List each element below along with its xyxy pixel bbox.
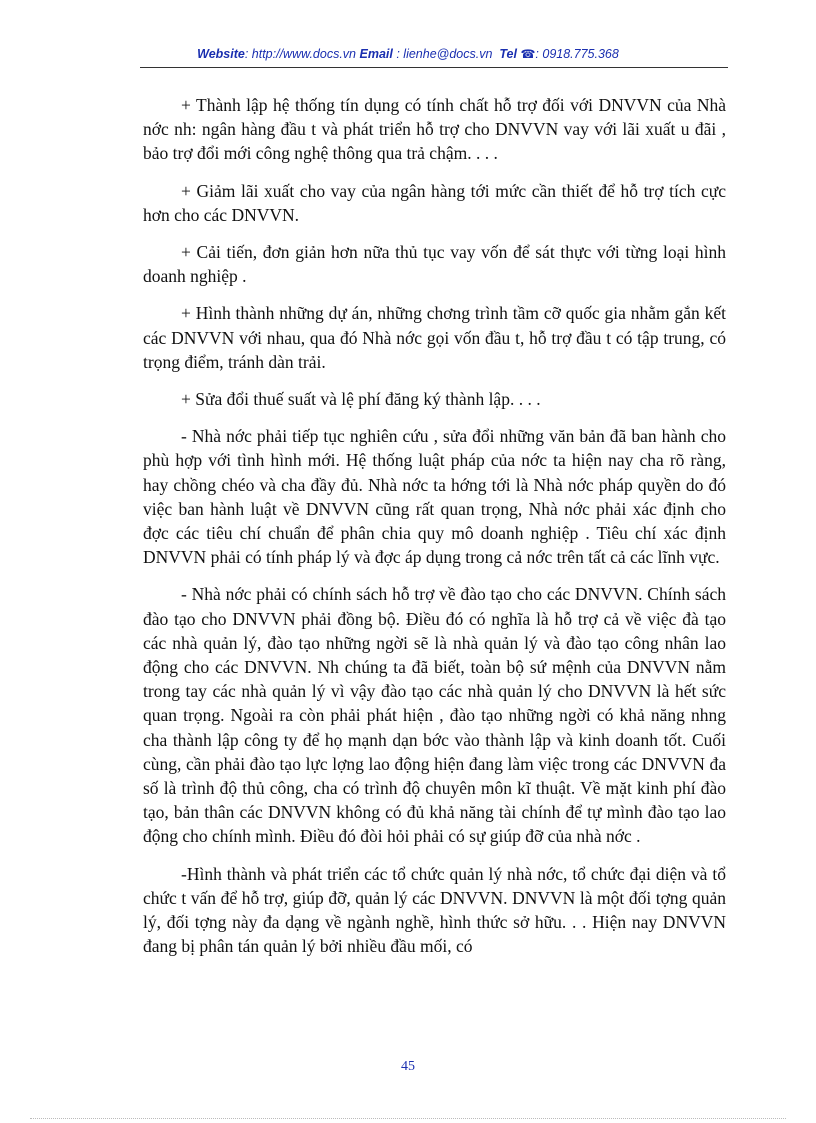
header-divider (140, 67, 728, 68)
paragraph-training-support: - Nhà nớc phải có chính sách hỗ trợ về đào tạo cho các DNVVN. Chính sách đào tạo cho DNVVN phải đồng bộ. Điều đó có nghĩa là hỗ trợ cả về việc đà tạo các nhà quản lý, đào tạo những ngời sẽ là nhà quản lý và đào tạo công nhân lao động cho các DNVVN. Nh chúng ta đã biết, toàn bộ sứ mệnh của DNVVN nằm trong tay các nhà quản lý vì vậy đào tạo các nhà quản lý cho DNVVN là hết sức quan trọng. Ngoài ra còn phải phát hiện , đào tạo những ngời có khả năng nhng cha thành lập công ty để họ mạnh dạn bớc vào thành lập và kinh doanh tốt. Cuối cùng, cần phải đào tạo lực lợng lao động hiện đang làm việc trong các DNVVN đa số là trình độ thủ công, cha có trình độ chuyên môn kĩ thuật. Về mặt kinh phí đào tạo, bản thân các DNVVN không có đủ khả năng tài chính để tự mình đào tạo lao động cho chính mình. Điều đó đòi hỏi phải có sự giúp đỡ của nhà nớc . (143, 584, 726, 847)
paragraph-interest-rate: + Giảm lãi xuất cho vay của ngân hàng tới mức cần thiết để hỗ trợ tích cực hơn cho các DNVVN. (143, 180, 726, 225)
document-body (143, 93, 726, 972)
website-url[interactable]: : http://www.docs.vn (244, 47, 357, 61)
email-address[interactable]: : lienhe@docs.vn (396, 47, 493, 61)
telephone-icon: ☎ (520, 47, 536, 61)
tel-number: : 0918.775.368 (535, 47, 619, 61)
website-label: Website (197, 47, 245, 61)
email-label: Email (359, 47, 393, 61)
paragraph-legal-framework: - Nhà nớc phải tiếp tục nghiên cứu , sửa đổi những văn bản đã ban hành cho phù hợp với tình hình mới. Hệ thống luật pháp của nớc ta hiện nay cha rõ ràng, hay chồng chéo và cha đầy đủ. Nhà nớc ta hớng tới là Nhà nớc pháp quyền do đó việc ban hành luật về DNVVN cũng rất quan trọng, Nhà nớc phải xác định cho đợc các tiêu chí chuẩn để phân chia quy mô doanh nghiệp . Tiêu chí xác định DNVVN phải có tính pháp lý và đợc áp dụng trong cả nớc trên tất cả các lĩnh vực. (143, 426, 726, 568)
tel-label: Tel (499, 47, 517, 61)
paragraph-national-projects: + Hình thành những dự án, những chơng trình tầm cỡ quốc gia nhằm gắn kết các DNVVN với nhau, qua đó Nhà nớc gọi vốn đầu t, hỗ trợ đầu t có tập trung, có trọng điểm, tránh dàn trải. (143, 303, 726, 372)
paragraph-loan-procedure: + Cải tiến, đơn giản hơn nữa thủ tục vay vốn để sát thực với từng loại hình doanh nghiệp . (143, 242, 726, 287)
footer-divider (30, 1118, 786, 1119)
paragraph-tax-fees: + Sửa đổi thuế suất và lệ phí đăng ký thành lập. . . . (181, 389, 541, 410)
paragraph-management-organizations: -Hình thành và phát triển các tổ chức quản lý nhà nớc, tổ chức đại diện và tổ chức t vấn để hỗ trợ, giúp đỡ, quản lý các DNVVN. DNVVN là một đối tợng quản lý, đối tợng này đa dạng về ngành nghề, hình thức sở hữu. . . Hiện nay DNVVN đang bị phân tán quản lý bởi nhiều đầu mối, có (143, 863, 726, 957)
page-number: 45 (401, 1059, 415, 1074)
paragraph-credit-system: + Thành lập hệ thống tín dụng có tính chất hỗ trợ đối với DNVVN của Nhà nớc nh: ngân hàng đầu t và phát triển hỗ trợ cho DNVVN vay với lãi xuất u đãi , bảo trợ đổi mới công nghệ thông qua trả chậm. . . . (143, 95, 726, 164)
page-header (0, 47, 816, 61)
